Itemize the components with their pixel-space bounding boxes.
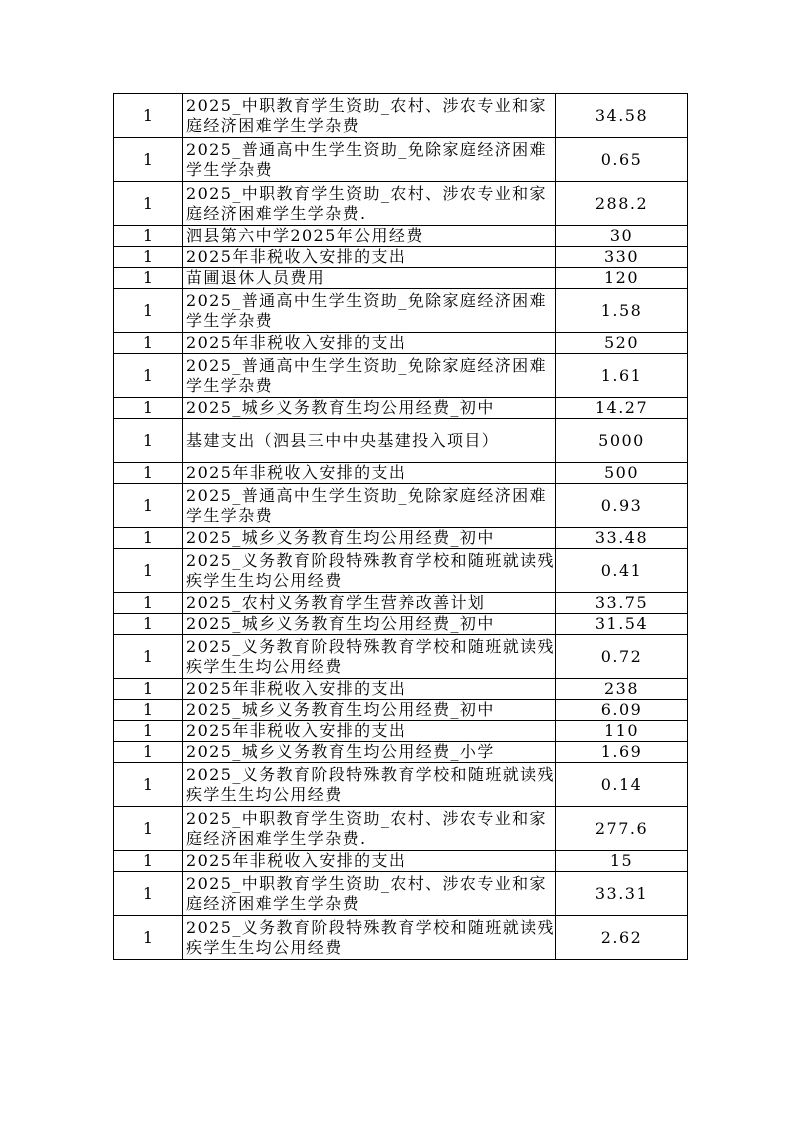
table-row (114, 851, 688, 872)
row-index-cell: 1 (114, 721, 183, 742)
amount-cell: 30 (556, 226, 688, 247)
amount-cell: 238 (556, 679, 688, 700)
amount-cell: 120 (556, 268, 688, 289)
table-row (114, 333, 688, 354)
table-row (114, 763, 688, 807)
table-row (114, 398, 688, 419)
table-row (114, 94, 688, 138)
row-index-cell: 1 (114, 807, 183, 851)
item-name-cell: 2025年非税收入安排的支出 (183, 851, 556, 872)
item-name-cell: 2025_中职教育学生资助_农村、涉农专业和家庭经济困难学生学杂费. (183, 807, 556, 851)
amount-cell: 0.72 (556, 635, 688, 679)
row-index-cell: 1 (114, 182, 183, 226)
row-index-cell: 1 (114, 398, 183, 419)
table-row (114, 226, 688, 247)
amount-cell: 0.93 (556, 484, 688, 528)
amount-cell: 0.65 (556, 138, 688, 182)
amount-cell: 1.69 (556, 742, 688, 763)
item-name-cell: 基建支出（泗县三中中央基建投入项目） (183, 419, 556, 463)
table-row (114, 138, 688, 182)
amount-cell: 34.58 (556, 94, 688, 138)
item-name-cell: 泗县第六中学2025年公用经费 (183, 226, 556, 247)
amount-cell: 0.14 (556, 763, 688, 807)
row-index-cell: 1 (114, 354, 183, 398)
item-name-cell: 2025_义务教育阶段特殊教育学校和随班就读残疾学生生均公用经费 (183, 549, 556, 593)
amount-cell: 110 (556, 721, 688, 742)
item-name-cell: 2025_农村义务教育学生营养改善计划 (183, 593, 556, 614)
item-name-cell: 2025_中职教育学生资助_农村、涉农专业和家庭经济困难学生学杂费 (183, 94, 556, 138)
amount-cell: 14.27 (556, 398, 688, 419)
row-index-cell: 1 (114, 268, 183, 289)
row-index-cell: 1 (114, 700, 183, 721)
amount-cell: 0.41 (556, 549, 688, 593)
funding-table (113, 93, 688, 960)
row-index-cell: 1 (114, 138, 183, 182)
row-index-cell: 1 (114, 247, 183, 268)
table-row (114, 419, 688, 463)
table-row (114, 742, 688, 763)
table-row (114, 916, 688, 960)
table-row (114, 614, 688, 635)
item-name-cell: 2025年非税收入安排的支出 (183, 463, 556, 484)
item-name-cell: 2025_普通高中生学生资助_免除家庭经济困难学生学杂费 (183, 138, 556, 182)
table-row (114, 528, 688, 549)
item-name-cell: 2025_城乡义务教育生均公用经费_初中 (183, 700, 556, 721)
row-index-cell: 1 (114, 289, 183, 333)
table-row (114, 549, 688, 593)
row-index-cell: 1 (114, 872, 183, 916)
amount-cell: 31.54 (556, 614, 688, 635)
amount-cell: 288.2 (556, 182, 688, 226)
row-index-cell: 1 (114, 94, 183, 138)
row-index-cell: 1 (114, 593, 183, 614)
table-row (114, 807, 688, 851)
item-name-cell: 2025_中职教育学生资助_农村、涉农专业和家庭经济困难学生学杂费. (183, 182, 556, 226)
table-row (114, 247, 688, 268)
amount-cell: 330 (556, 247, 688, 268)
table-row (114, 635, 688, 679)
amount-cell: 2.62 (556, 916, 688, 960)
item-name-cell: 苗圃退休人员费用 (183, 268, 556, 289)
amount-cell: 33.75 (556, 593, 688, 614)
table-row (114, 484, 688, 528)
item-name-cell: 2025_义务教育阶段特殊教育学校和随班就读残疾学生生均公用经费 (183, 763, 556, 807)
table-row (114, 182, 688, 226)
table-row (114, 593, 688, 614)
table-row (114, 289, 688, 333)
row-index-cell: 1 (114, 333, 183, 354)
item-name-cell: 2025年非税收入安排的支出 (183, 679, 556, 700)
amount-cell: 1.58 (556, 289, 688, 333)
item-name-cell: 2025_城乡义务教育生均公用经费_初中 (183, 528, 556, 549)
amount-cell: 33.48 (556, 528, 688, 549)
row-index-cell: 1 (114, 463, 183, 484)
item-name-cell: 2025年非税收入安排的支出 (183, 721, 556, 742)
amount-cell: 5000 (556, 419, 688, 463)
amount-cell: 33.31 (556, 872, 688, 916)
amount-cell: 520 (556, 333, 688, 354)
amount-cell: 277.6 (556, 807, 688, 851)
table-row (114, 872, 688, 916)
item-name-cell: 2025_义务教育阶段特殊教育学校和随班就读残疾学生生均公用经费 (183, 635, 556, 679)
item-name-cell: 2025_普通高中生学生资助_免除家庭经济困难学生学杂费 (183, 484, 556, 528)
row-index-cell: 1 (114, 614, 183, 635)
row-index-cell: 1 (114, 528, 183, 549)
item-name-cell: 2025_城乡义务教育生均公用经费_初中 (183, 614, 556, 635)
item-name-cell: 2025_普通高中生学生资助_免除家庭经济困难学生学杂费 (183, 289, 556, 333)
row-index-cell: 1 (114, 635, 183, 679)
item-name-cell: 2025年非税收入安排的支出 (183, 333, 556, 354)
row-index-cell: 1 (114, 742, 183, 763)
row-index-cell: 1 (114, 419, 183, 463)
amount-cell: 6.09 (556, 700, 688, 721)
row-index-cell: 1 (114, 549, 183, 593)
table-row (114, 700, 688, 721)
item-name-cell: 2025年非税收入安排的支出 (183, 247, 556, 268)
item-name-cell: 2025_城乡义务教育生均公用经费_小学 (183, 742, 556, 763)
table-body (114, 94, 688, 960)
amount-cell: 1.61 (556, 354, 688, 398)
row-index-cell: 1 (114, 763, 183, 807)
item-name-cell: 2025_城乡义务教育生均公用经费_初中 (183, 398, 556, 419)
table-row (114, 354, 688, 398)
amount-cell: 15 (556, 851, 688, 872)
row-index-cell: 1 (114, 226, 183, 247)
table-row (114, 721, 688, 742)
table-row (114, 268, 688, 289)
table-row (114, 463, 688, 484)
item-name-cell: 2025_中职教育学生资助_农村、涉农专业和家庭经济困难学生学杂费 (183, 872, 556, 916)
table-row (114, 679, 688, 700)
row-index-cell: 1 (114, 679, 183, 700)
item-name-cell: 2025_普通高中生学生资助_免除家庭经济困难学生学杂费 (183, 354, 556, 398)
row-index-cell: 1 (114, 916, 183, 960)
item-name-cell: 2025_义务教育阶段特殊教育学校和随班就读残疾学生生均公用经费 (183, 916, 556, 960)
row-index-cell: 1 (114, 484, 183, 528)
row-index-cell: 1 (114, 851, 183, 872)
amount-cell: 500 (556, 463, 688, 484)
